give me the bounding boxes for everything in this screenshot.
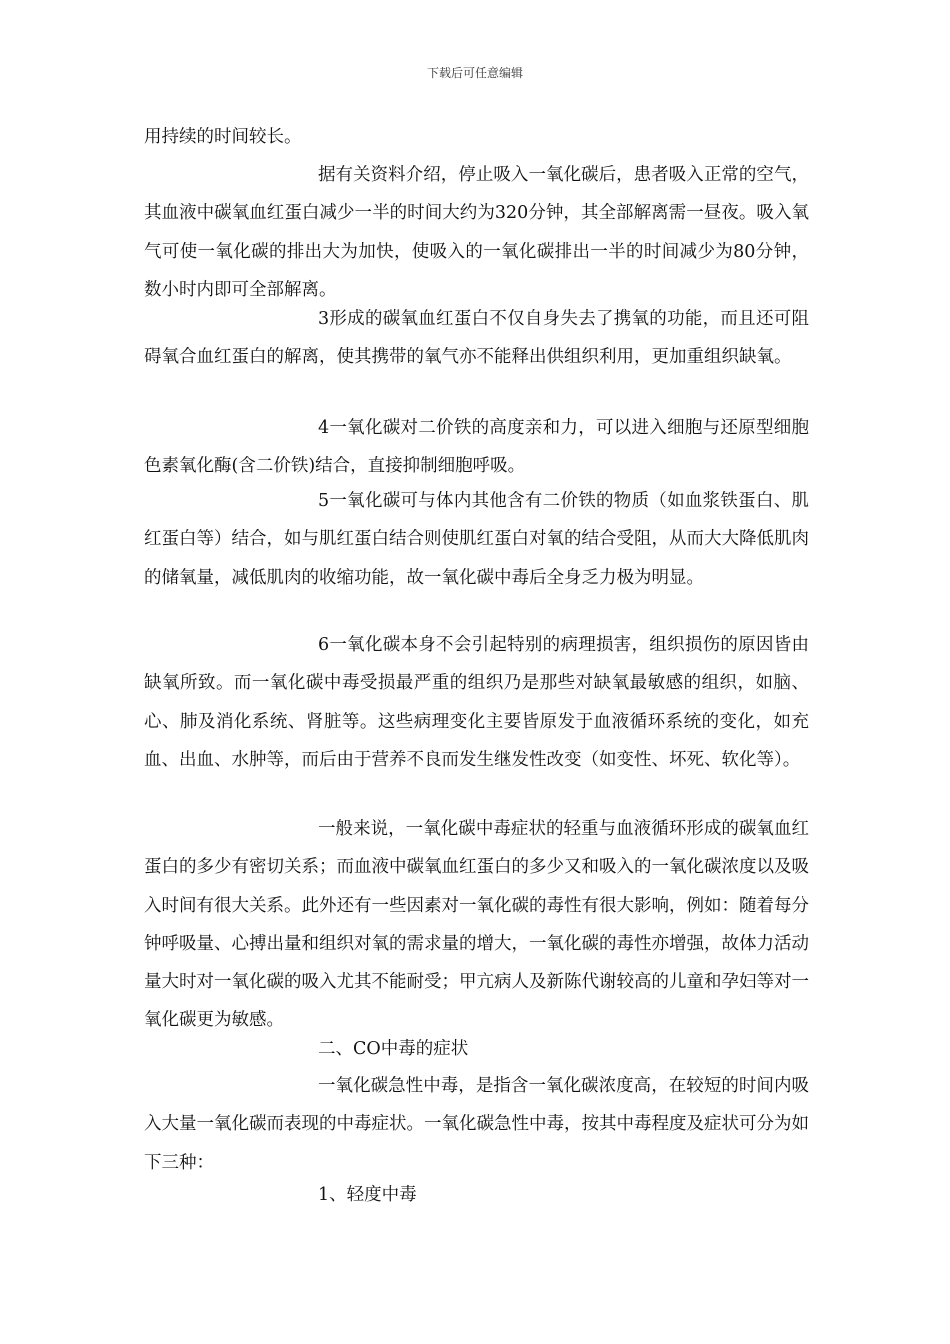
paragraph-point-3: 3形成的碳氧血红蛋白不仅自身失去了携氧的功能，而且还可阻碍氧合血红蛋白的解离，使其携带的氧气亦不能释出供组织利用，更加重组织缺氧。: [144, 309, 809, 368]
paragraph-acute-poisoning: 一氧化碳急性中毒，是指含一氧化碳浓度高，在较短的时间内吸入大量一氧化碳而表现的中毒症状。一氧化碳急性中毒，按其中毒程度及症状可分为如下三种：: [144, 1076, 809, 1173]
paragraph-dissociation-time: 据有关资料介绍，停止吸入一氧化碳后，患者吸入正常的空气，其血液中碳氧血红蛋白减少一半的时间大约为320分钟，其全部解离需一昼夜。吸入氧气可使一氧化碳的排出大为加快，使吸入的一氧化碳排出一半的时间减少为80分钟，数小时内即可全部解离。: [144, 165, 809, 300]
paragraph-continuation: 用持续的时间较长。: [144, 127, 302, 147]
paragraph-general: 一般来说，一氧化碳中毒症状的轻重与血液循环形成的碳氧血红蛋白的多少有密切关系；而血液中碳氧血红蛋白的多少又和吸入的一氧化碳浓度以及吸入时间有很大关系。此外还有一些因素对一氧化碳的毒性有很大影响，例如：随着每分钟呼吸量、心搏出量和组织对氧的需求量的增大，一氧化碳的毒性亦增强，故体力活动量大时对一氧化碳的吸入尤其不能耐受；甲亢病人及新陈代谢较高的儿童和孕妇等对一氧化碳更为敏感。: [144, 819, 809, 1031]
page-header: 下载后可任意编辑: [426, 66, 523, 80]
subheading-mild-poisoning: 1、轻度中毒: [318, 1185, 417, 1205]
paragraph-point-5: 5一氧化碳可与体内其他含有二价铁的物质（如血浆铁蛋白、肌红蛋白等）结合，如与肌红蛋白结合则使肌红蛋白对氧的结合受阻，从而大大降低肌肉的储氧量，减低肌肉的收缩功能，故一氧化碳中毒后全身乏力极为明显。: [144, 491, 809, 588]
paragraph-point-6: 6一氧化碳本身不会引起特别的病理损害，组织损伤的原因皆由缺氧所致。而一氧化碳中毒受损最严重的组织乃是那些对缺氧最敏感的组织，如脑、心、肺及消化系统、肾脏等。这些病理变化主要皆原发于血液循环系统的变化，如充血、出血、水肿等，而后由于营养不良而发生继发性改变（如变性、坏死、软化等）。: [144, 635, 809, 770]
section-heading-symptoms: 二、CO中毒的症状: [318, 1039, 469, 1059]
paragraph-point-4: 4一氧化碳对二价铁的高度亲和力，可以进入细胞与还原型细胞色素氧化酶(含二价铁)结合，直接抑制细胞呼吸。: [144, 418, 809, 477]
